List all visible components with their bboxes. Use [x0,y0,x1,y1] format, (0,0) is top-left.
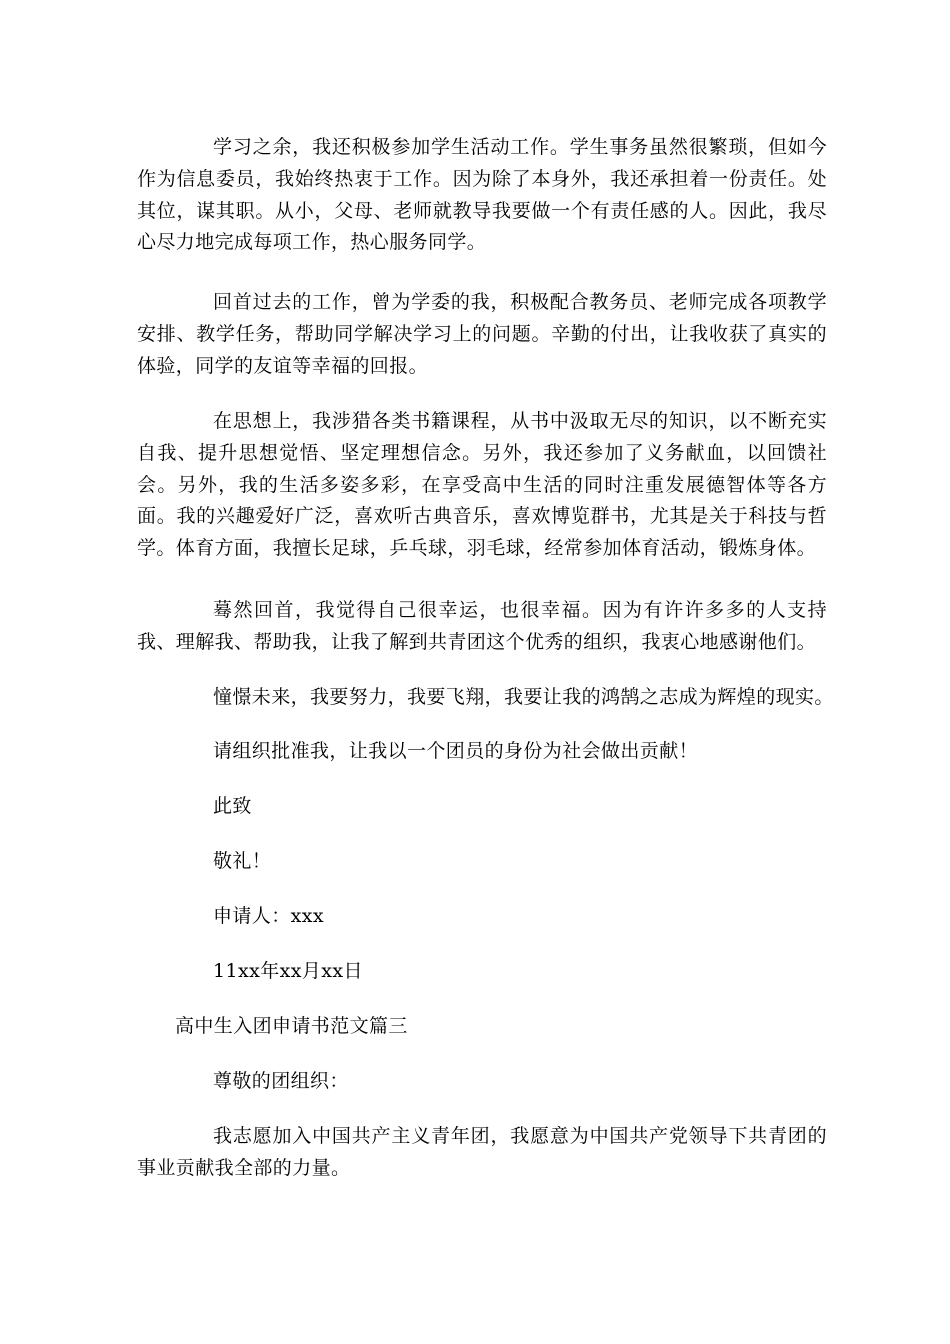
closing-line-2: 敬礼！ [213,850,272,872]
paragraph-thoughts-hobbies: 在思想上，我涉猎各类书籍课程，从书中汲取无尽的知识，以不断充实自我、提升思想觉悟、坚定理想信念。另外，我还参加了义务献血，以回馈社会。另外，我的生活多姿多彩，在享受高中生活的同时注重发展德智体等各方面。我的兴趣爱好广泛，喜欢听古典音乐，喜欢博览群书，尤其是关于科技与哲学。体育方面，我擅长足球，乒乓球，羽毛球，经常参加体育活动，锻炼身体。 [137,410,827,560]
closing-line-1: 此致 [213,795,252,817]
section-title: 高中生入团申请书范文篇三 [175,1015,408,1037]
request-line: 请组织批准我，让我以一个团员的身份为社会做出贡献！ [213,740,699,762]
date-line: 11xx年xx月xx日 [213,960,363,982]
paragraph-past-work: 回首过去的工作，曾为学委的我，积极配合教务员、老师完成各项教学安排、教学任务，帮助同学解决学习上的问题。辛勤的付出，让我收获了真实的体验，同学的友谊等幸福的回报。 [137,291,827,377]
applicant-line: 申请人：xxx [213,905,324,927]
paragraph-gratitude: 蓦然回首，我觉得自己很幸运，也很幸福。因为有许许多多的人支持我、理解我、帮助我，让我了解到共青团这个优秀的组织，我衷心地感谢他们。 [137,599,827,653]
aspiration-line: 憧憬未来，我要努力，我要飞翔，我要让我的鸿鹄之志成为辉煌的现实。 [213,686,834,708]
salutation-line: 尊敬的团组织： [213,1070,349,1092]
paragraph-application: 我志愿加入中国共产主义青年团，我愿意为中国共产党领导下共青团的事业贡献我全部的力量。 [137,1125,827,1179]
paragraph-student-activities: 学习之余，我还积极参加学生活动工作。学生事务虽然很繁琐，但如今作为信息委员，我始终热衷于工作。因为除了本身外，我还承担着一份责任。处其位，谋其职。从小，父母、老师就教导我要做一个有责任感的人。因此，我尽心尽力地完成每项工作，热心服务同学。 [137,136,827,254]
